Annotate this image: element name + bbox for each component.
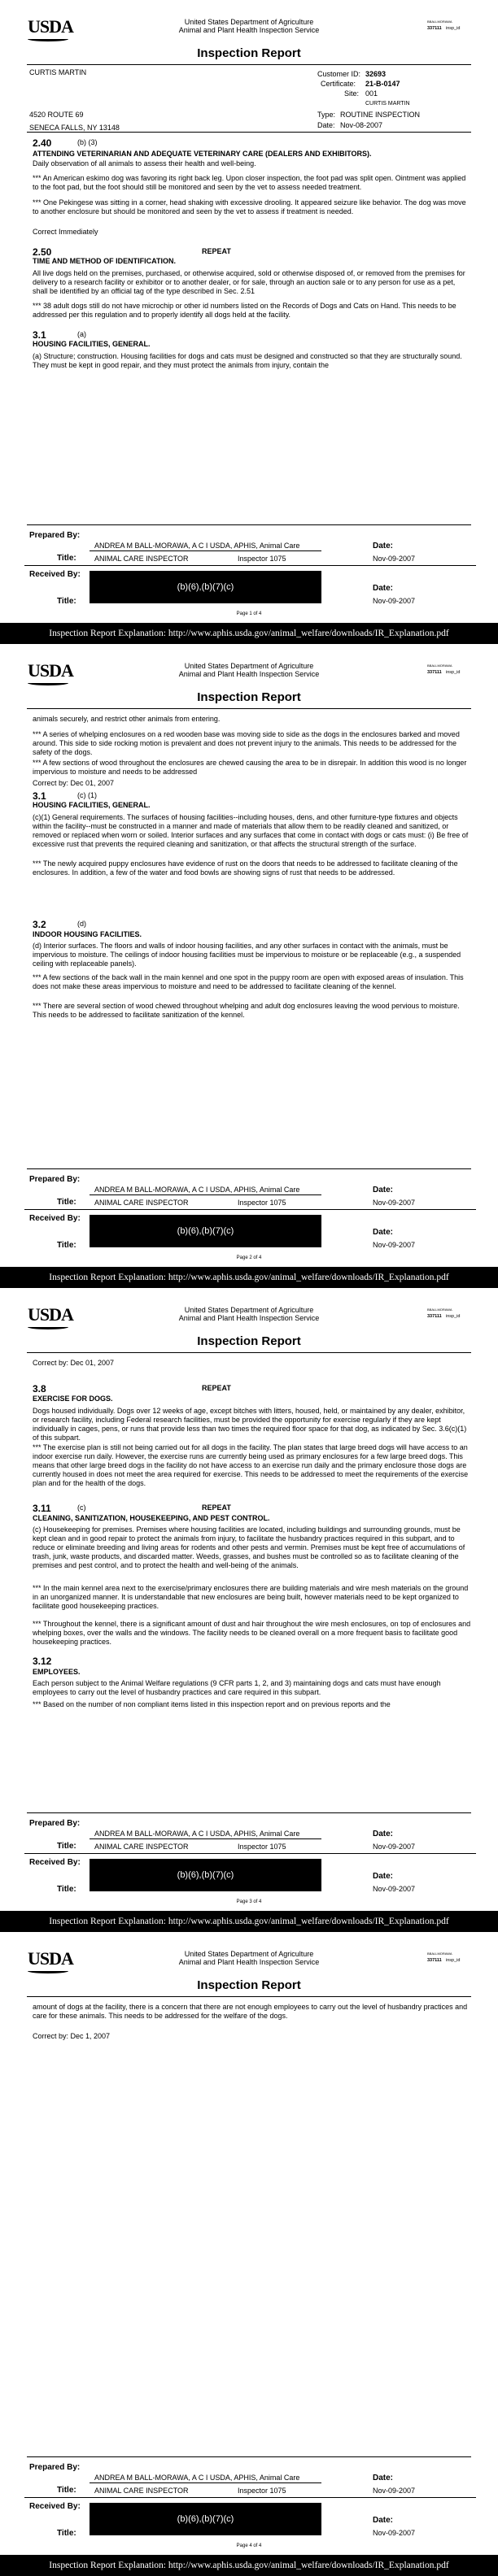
section-number: 3.11	[33, 1503, 51, 1514]
inspector-title: ANIMAL CARE INSPECTOR	[94, 1199, 189, 1207]
redacted-signature: (b)(6),(b)(7)(c)	[90, 571, 321, 603]
prepared-by-label: Prepared By:	[29, 1175, 81, 1184]
page-number: Page 3 of 4	[236, 1899, 262, 1904]
section-paragraph: *** A few sections of wood throughout the enclosures are chewed causing the area to be in disrepair. In addition this wood is no longer impervious to moisture and needs to be addressed	[33, 759, 467, 776]
type-value: ROUTINE INSPECTION	[340, 111, 421, 119]
header-rule	[27, 64, 471, 65]
repeat-label: REPEAT	[202, 247, 231, 255]
prepared-by-label: Prepared By:	[29, 1819, 81, 1828]
section-paragraph: *** The exercise plan is still not being carried out for all dogs in the facility. The plan states that large breed dogs will have access to an indoor exercise run daily. However, the exercise runs are currently being used as primary enclosures for a few large breed dogs. This means that other large breed dogs in the facility do not have access to an exercise run daily and the primary enclosure those dogs are currently housed in does not meet the area required for exercise. This needs to be addressed to meet the requirements of the exercise plan and for the health of the dogs.	[33, 1443, 469, 1487]
licensee-city: SENECA FALLS, NY 13148	[29, 124, 120, 132]
section-paragraph: *** In the main kennel area next to the exercise/primary enclosures there are building materials and wire mesh materials on the ground in an unorganized manner. It is understandable that new enclosures are being built, however materials need to be kept organized to facilitate good housekeeping practices.	[33, 1584, 469, 1610]
section-number: 3.8	[33, 1383, 46, 1395]
inspector-number: Inspector 1075	[238, 1199, 286, 1207]
date-label: Date:	[373, 1186, 394, 1194]
title-label: Title:	[57, 1198, 76, 1207]
site-value: 001	[365, 89, 378, 98]
header-rule	[27, 1996, 471, 1997]
signature-line	[90, 1194, 321, 1195]
report-page-2	[0, 644, 498, 1288]
certificate-label: Certificate:	[321, 80, 356, 88]
title-label: Title:	[57, 1842, 76, 1851]
agency-line-1: United States Department of Agriculture	[184, 18, 314, 26]
section-paragraph: *** An American eskimo dog was favoring its right back leg. Upon closer inspection, the foot pad was split open. Ointment was applied to the foot pad, but the foot should still be monitored and seen by the vet to assess needed treatment.	[33, 174, 466, 191]
inspector-title: ANIMAL CARE INSPECTOR	[94, 1843, 189, 1851]
date-value: Nov-08-2007	[340, 121, 383, 129]
sign-date: Nov-09-2007	[373, 2529, 416, 2537]
section-paragraph: Dogs housed individually. Dogs over 12 weeks of age, except bitches with litters, housed, held, or maintained by any dealer, exhibitor, or research facility, including Federal research facilities, must be provided the opportunity for exercise regularly if they are kept individually in cages, pens, or runs that provide less than two times the required floor space for that dog, as indicated by Sec. 3.6(c)(1) of this subpart.	[33, 1407, 467, 1442]
agency-line-1: United States Department of Agriculture	[184, 1950, 314, 1958]
report-title: Inspection Report	[197, 1334, 301, 1348]
sign-date: Nov-09-2007	[373, 555, 416, 563]
agency-line-2: Animal and Plant Health Inspection Service	[178, 1314, 320, 1322]
report-title: Inspection Report	[197, 46, 301, 60]
report-title: Inspection Report	[197, 1978, 301, 1992]
header-rule	[27, 1352, 471, 1353]
report-page-4	[0, 1932, 498, 2576]
correct-by: Correct by: Dec 01, 2007	[33, 1359, 115, 1367]
header-user: BBALLMORAWA	[427, 1952, 452, 1956]
received-by-label: Received By:	[29, 570, 81, 579]
section-title: TIME AND METHOD OF IDENTIFICATION.	[33, 257, 176, 265]
agency-line-2: Animal and Plant Health Inspection Service	[178, 670, 320, 678]
header-insp-suffix: insp_id	[446, 670, 461, 675]
header-insp-id: 337111	[427, 1958, 442, 1963]
header-insp-id: 337111	[427, 1314, 442, 1319]
agency-line-1: United States Department of Agriculture	[184, 662, 314, 670]
section-paragraph: Daily observation of all animals to assess their health and well-being.	[33, 159, 256, 168]
page-number: Page 1 of 4	[236, 611, 262, 616]
signature-rule	[27, 2456, 471, 2457]
divider	[24, 565, 476, 566]
footer-explanation-link[interactable]: Inspection Report Explanation: http://www.aphis.usda.gov/animal_welfare/downloads/IR_Explanation.pdf	[0, 2555, 498, 2576]
signature-line	[90, 2482, 321, 2483]
section-paragraph: *** One Pekingese was sitting in a corner, head shaking with excessive drooling. It appeared seizure like behavior. The dog was move to another enclosure but should be monitored and seen by the vet to assess if treatment is needed.	[33, 198, 466, 215]
section-paragraph: (a) Structure; construction. Housing facilities for dogs and cats must be designed and constructed so that they are structurally sound. They must be kept in good repair, and they must protect the animals from injury, contain the	[33, 352, 462, 369]
date-label: Date:	[373, 2516, 394, 2525]
section-paragraph: animals securely, and restrict other animals from entering.	[33, 715, 221, 723]
page-number: Page 2 of 4	[236, 1255, 262, 1260]
section-number: 3.1	[33, 790, 46, 802]
report-page-1	[0, 0, 498, 644]
section-paragraph: *** The newly acquired puppy enclosures have evidence of rust on the doors that needs to be addressed to facilitate cleaning of the enclosures. In addition, a few of the water and food bowls are showing signs of rust that needs to be addressed.	[33, 859, 458, 877]
section-paragraph: amount of dogs at the facility, there is a concern that there are not enough employees to carry out the level of husbandry practices and care for these animals. This needs to be addressed for the welfare of the dogs.	[33, 2003, 468, 2020]
usda-logo-text: USDA	[28, 1304, 73, 1325]
usda-logo-swoosh	[28, 681, 68, 685]
inspector-title: ANIMAL CARE INSPECTOR	[94, 555, 189, 563]
sign-date: Nov-09-2007	[373, 1843, 416, 1851]
usda-logo-text: USDA	[28, 1948, 73, 1969]
header-insp-id: 337111	[427, 26, 442, 31]
redacted-signature: (b)(6),(b)(7)(c)	[90, 2503, 321, 2535]
agency-line-2: Animal and Plant Health Inspection Service	[178, 26, 320, 34]
divider	[24, 1209, 476, 1210]
section-paragraph: (c) Housekeeping for premises. Premises where housing facilities are located, including buildings and surrounding grounds, must be kept clean and in good repair to protect the animals from injury, to facilitate the husbandry practices required in this subpart, and to reduce or eliminate breeding and living areas for rodents and other pests and vermin. Premises must be kept free of accumulations of trash, junk, waste products, and discarded matter. Weeds, grasses, and bushes must be controlled so as to facilitate cleaning of the premises and pest control, and to protect the health and well-being of the animals.	[33, 1525, 465, 1569]
redacted-signature: (b)(6),(b)(7)(c)	[90, 1215, 321, 1247]
redacted-signature: (b)(6),(b)(7)(c)	[90, 1859, 321, 1891]
report-page-3	[0, 1288, 498, 1932]
footer-explanation-link[interactable]: Inspection Report Explanation: http://www.aphis.usda.gov/animal_welfare/downloads/IR_Explanation.pdf	[0, 623, 498, 644]
section-paragraph: *** 38 adult dogs still do not have microchip or other id numbers listed on the Records of Dogs and Cats on Hand. This needs to be addressed per this regulation and to properly identify all dogs held at the facility.	[33, 302, 456, 319]
section-number: 3.2	[33, 919, 46, 930]
correct-by: Correct Immediately	[33, 228, 98, 236]
usda-logo-text: USDA	[28, 660, 73, 681]
signature-rule	[27, 524, 471, 525]
inspector-name: ANDREA M BALL-MORAWA, A C I USDA, APHIS, Animal Care	[94, 2474, 300, 2482]
signature-rule	[27, 1168, 471, 1169]
header-user: BBALLMORAWA	[427, 20, 452, 24]
page-number: Page 4 of 4	[236, 2543, 262, 2548]
section-title: HOUSING FACILITIES, GENERAL.	[33, 801, 151, 809]
section-paragraph: *** A few sections of the back wall in the main kennel and one spot in the puppy room are open with exposed areas of insulation. This does not make these areas impervious to moisture and need to be addressed to facilitate cleaning of the kennel.	[33, 973, 464, 990]
section-number: 2.50	[33, 246, 52, 258]
date-label: Date:	[317, 121, 335, 129]
inspector-name: ANDREA M BALL-MORAWA, A C I USDA, APHIS, Animal Care	[94, 1186, 300, 1194]
correct-by: Correct by: Dec 01, 2007	[33, 779, 115, 787]
customer-id-label: Customer ID:	[317, 70, 361, 78]
section-paragraph: *** Based on the number of non compliant items listed in this inspection report and on previous reports and the	[33, 1700, 391, 1708]
section-paragraph: *** Throughout the kennel, there is a significant amount of dust and hair throughout the wire mesh enclosures, on top of enclosures and whelping boxes, over the walls and the windows. The facility needs to be cleaned overall on a more frequent basis to facilitate good housekeeping practices.	[33, 1620, 471, 1646]
prepared-by-label: Prepared By:	[29, 2463, 81, 2472]
section-title: EMPLOYEES.	[33, 1668, 81, 1676]
footer-explanation-link[interactable]: Inspection Report Explanation: http://www.aphis.usda.gov/animal_welfare/downloads/IR_Explanation.pdf	[0, 1267, 498, 1288]
inspector-title: ANIMAL CARE INSPECTOR	[94, 2487, 189, 2495]
section-number: 3.12	[33, 1656, 52, 1667]
customer-id-value: 32693	[365, 70, 387, 78]
signature-rule	[27, 1812, 471, 1813]
section-paragraph: *** There are several section of wood chewed throughout whelping and adult dog enclosures leaving the wood pervious to moisture. This needs to be addressed to facilitate sanitization of the kennel.	[33, 1002, 460, 1019]
licensee-address: 4520 ROUTE 69	[29, 111, 84, 119]
title-label: Title:	[57, 2486, 76, 2495]
section-codes: (d)	[77, 920, 86, 928]
usda-logo-swoosh	[28, 1969, 68, 1973]
usda-logo-swoosh	[28, 1325, 68, 1329]
section-codes: (a)	[77, 330, 86, 338]
header-insp-id: 337111	[427, 670, 442, 675]
site-label: Site:	[344, 89, 360, 98]
date-label: Date:	[373, 1228, 394, 1237]
sign-date: Nov-09-2007	[373, 1241, 416, 1249]
prepared-by-label: Prepared By:	[29, 531, 81, 540]
date-label: Date:	[373, 584, 394, 593]
section-title: EXERCISE FOR DOGS.	[33, 1395, 113, 1403]
section-title: CLEANING, SANITIZATION, HOUSEKEEPING, AND PEST CONTROL.	[33, 1514, 270, 1522]
sign-date: Nov-09-2007	[373, 597, 416, 605]
certificate-value: 21-B-0147	[365, 80, 400, 88]
signature-line	[90, 550, 321, 551]
title-label: Title:	[57, 1885, 76, 1894]
section-paragraph: All live dogs held on the premises, purchased, or otherwise acquired, sold or otherwise disposed of, or removed from the premises for delivery to a research facility or exhibitor or to another dealer, or for sale, through an auction sale or to any person for use as a pet, shall be identified by an official tag of the type described in Sec. 2.51	[33, 269, 465, 295]
inspector-number: Inspector 1075	[238, 2487, 286, 2495]
header-rule	[27, 708, 471, 709]
inspector-name: ANDREA M BALL-MORAWA, A C I USDA, APHIS, Animal Care	[94, 542, 300, 550]
section-title: ATTENDING VETERINARIAN AND ADEQUATE VETERINARY CARE (DEALERS AND EXHIBITORS).	[33, 150, 372, 158]
header-insp-suffix: insp_id	[446, 1958, 461, 1963]
section-paragraph: (d) Interior surfaces. The floors and walls of indoor housing facilities, and any other surfaces in contact with the animals, must be impervious to moisture. The ceilings of indoor housing facilities must be impervious to moisture or be replaceable (e.g., a suspended ceiling with replaceable panels).	[33, 942, 461, 968]
received-by-label: Received By:	[29, 1858, 81, 1867]
section-number: 2.40	[33, 137, 52, 149]
title-label: Title:	[57, 554, 76, 563]
inspector-name: ANDREA M BALL-MORAWA, A C I USDA, APHIS, Animal Care	[94, 1830, 300, 1838]
agency-line-1: United States Department of Agriculture	[184, 1306, 314, 1314]
section-paragraph: *** A series of whelping enclosures on a red wooden base was moving side to side as the dogs in the enclosures barked and moved around. This side to side rocking motion is prevalent and does not prevent injury to the animals. This needs to be addressed for the safety of the dogs.	[33, 730, 460, 756]
divider	[24, 1853, 476, 1854]
usda-logo-swoosh	[28, 37, 68, 41]
site-name: CURTIS MARTIN	[365, 101, 410, 107]
sign-date: Nov-09-2007	[373, 2487, 416, 2495]
inspector-number: Inspector 1075	[238, 555, 286, 563]
section-codes: (c) (1)	[77, 791, 97, 799]
received-by-label: Received By:	[29, 1214, 81, 1223]
date-label: Date:	[373, 542, 394, 550]
divider	[24, 2497, 476, 2498]
correct-by: Correct by: Dec 1, 2007	[33, 2032, 111, 2040]
licensee-rule	[27, 132, 471, 133]
title-label: Title:	[57, 2529, 76, 2538]
section-codes: (c)	[77, 1503, 86, 1512]
date-label: Date:	[373, 2474, 394, 2482]
title-label: Title:	[57, 1241, 76, 1250]
header-user: BBALLMORAWA	[427, 1308, 452, 1312]
report-title: Inspection Report	[197, 690, 301, 704]
section-paragraph: Each person subject to the Animal Welfare regulations (9 CFR parts 1, 2, and 3) maintaining dogs and cats must have enough employees to carry out the level of husbandry practices and care required in this subpart.	[33, 1679, 441, 1696]
header-insp-suffix: insp_id	[446, 1314, 461, 1319]
date-label: Date:	[373, 1830, 394, 1838]
date-label: Date:	[373, 1872, 394, 1881]
received-by-label: Received By:	[29, 2502, 81, 2511]
section-codes: (b) (3)	[77, 138, 98, 146]
licensee-name: CURTIS MARTIN	[29, 68, 87, 76]
agency-line-2: Animal and Plant Health Inspection Service	[178, 1958, 320, 1966]
sign-date: Nov-09-2007	[373, 1885, 416, 1893]
repeat-label: REPEAT	[202, 1384, 231, 1392]
header-insp-suffix: insp_id	[446, 26, 461, 31]
header-user: BBALLMORAWA	[427, 664, 452, 668]
footer-explanation-link[interactable]: Inspection Report Explanation: http://www.aphis.usda.gov/animal_welfare/downloads/IR_Explanation.pdf	[0, 1911, 498, 1932]
section-title: INDOOR HOUSING FACILITIES.	[33, 930, 142, 938]
type-label: Type:	[317, 111, 336, 119]
usda-logo-text: USDA	[28, 16, 73, 37]
section-number: 3.1	[33, 329, 46, 341]
repeat-label: REPEAT	[202, 1503, 231, 1512]
sign-date: Nov-09-2007	[373, 1199, 416, 1207]
inspector-number: Inspector 1075	[238, 1843, 286, 1851]
section-paragraph: (c)(1) General requirements. The surfaces of housing facilities--including houses, dens, and other furniture-type fixtures and objects within the facility--must be constructed in a manner and made of materials that allow them to be readily cleaned and sanitized, or removed or replaced when worn or soiled. Interior surfaces and any surfaces that come in contact with dogs or cats must: (i) Be free of excessive rust that prevents the required cleaning and sanitization, or that affects the structural strength of the surface.	[33, 813, 469, 848]
title-label: Title:	[57, 597, 76, 606]
signature-line	[90, 1838, 321, 1839]
section-title: HOUSING FACILITIES, GENERAL.	[33, 340, 151, 348]
